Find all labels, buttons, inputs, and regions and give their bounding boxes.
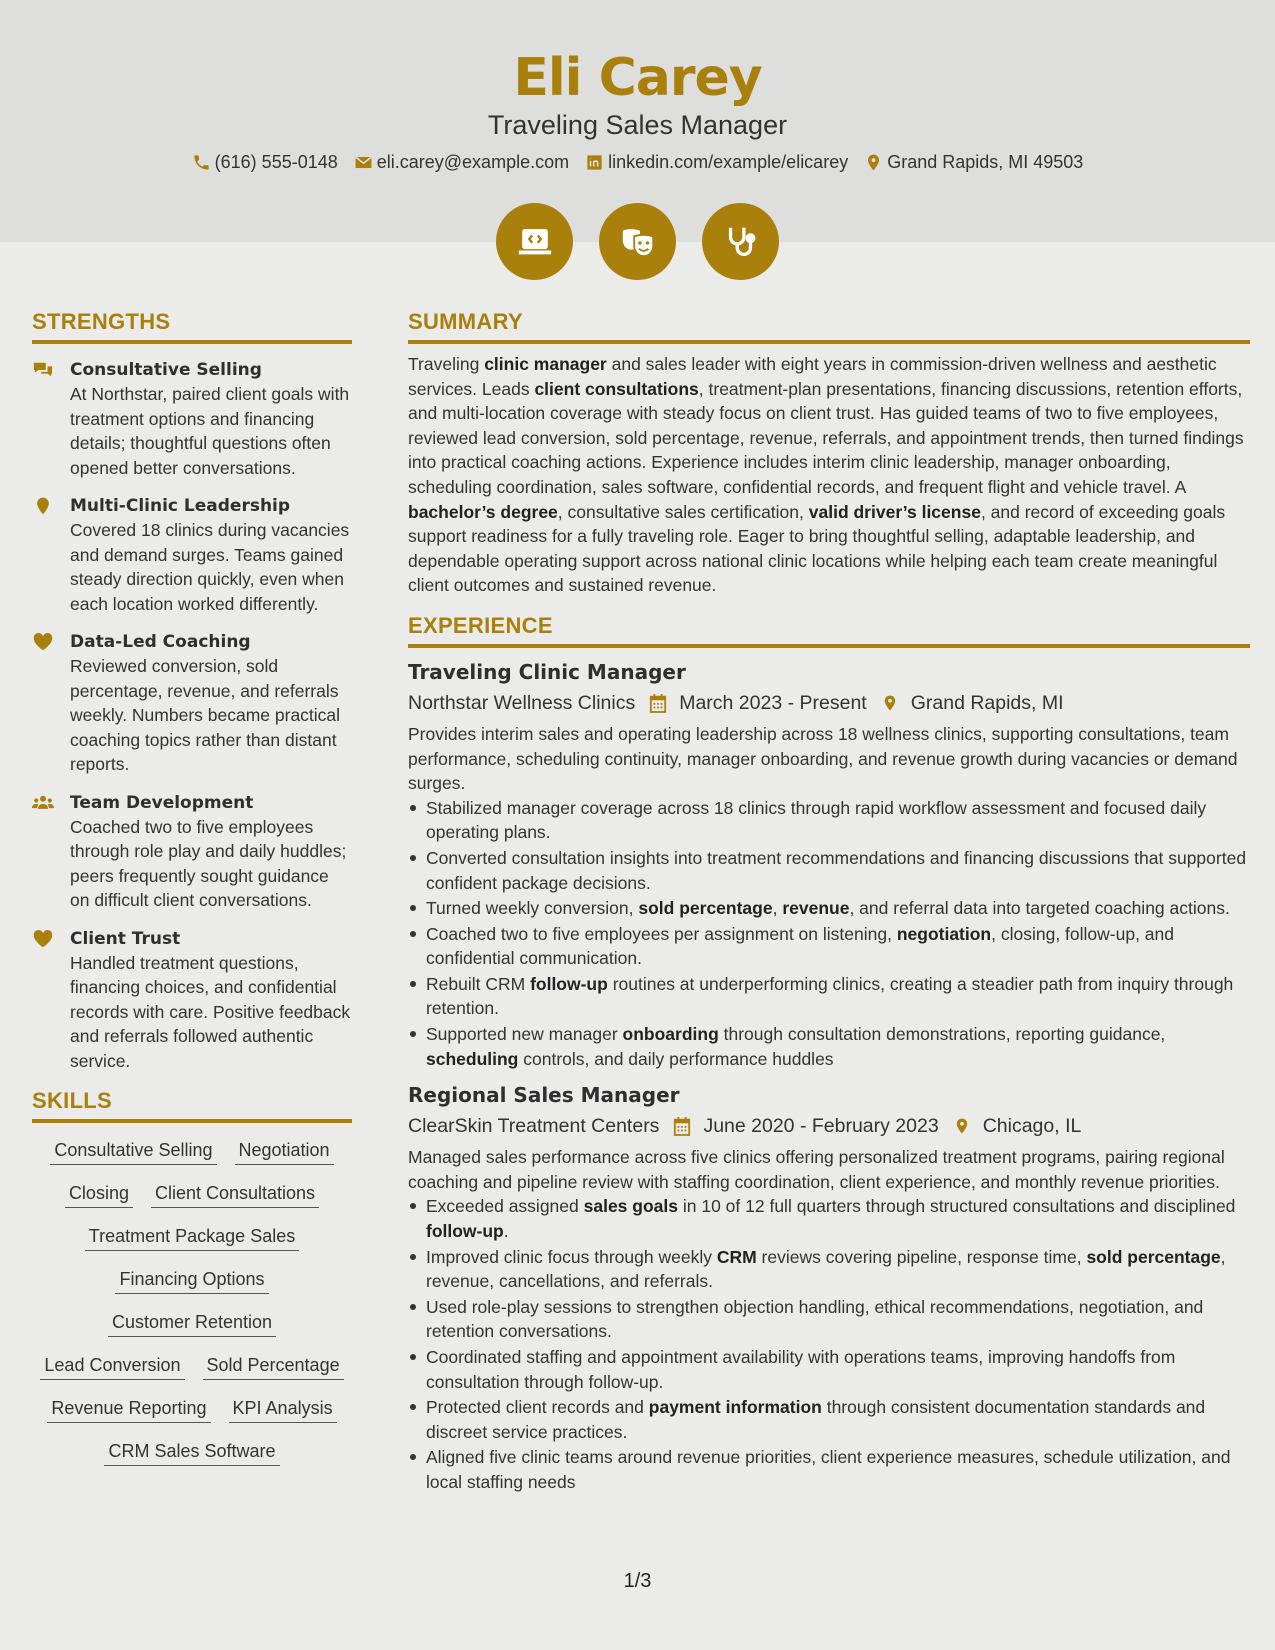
bold-text: bachelor’s degree bbox=[408, 501, 558, 522]
text-run: Exceeded assigned bbox=[426, 1196, 584, 1217]
text-run: routines at underperforming clinics, creating a steadier path from inquiry through retention. bbox=[426, 973, 1234, 1019]
bullet-item bbox=[426, 1194, 1250, 1243]
text-run: , treatment-plan presentations, financing discussions, retention efforts, and multi-location coverage with steady focus on client trust. Has guided teams of two to five employees, reviewed lead conversion, sold percentage, revenue, referrals, and appointment trends, then turned findings into practical coaching actions. Experience includes interim clinic leadership, manager onboarding, scheduling coordination, sales software, confidential records, and frequent flight and vehicle travel. A bbox=[408, 378, 1244, 497]
skill-tag: Sold Percentage bbox=[203, 1352, 344, 1380]
heart-icon bbox=[32, 630, 70, 777]
bold-text: follow-up bbox=[530, 973, 608, 994]
bullet-item bbox=[426, 896, 1250, 921]
strength-desc: Handled treatment questions, financing choices, and confidential records with care. Positive feedback and referrals followed authentic service. bbox=[70, 952, 351, 1071]
bullet-item bbox=[426, 1295, 1250, 1344]
interest-badges bbox=[0, 203, 1275, 280]
job-entry bbox=[408, 1081, 1250, 1494]
bold-text: clinic manager bbox=[484, 354, 607, 374]
phone-text: (616) 555-0148 bbox=[214, 152, 338, 172]
text-run: through consistent documentation standards and discreet service practices. bbox=[426, 1397, 1206, 1442]
bullet-item bbox=[426, 972, 1250, 1021]
bullet-item bbox=[426, 922, 1250, 971]
candidate-title: Traveling Sales Manager bbox=[487, 110, 788, 140]
job-company: ClearSkin Treatment Centers bbox=[408, 1115, 660, 1138]
laptop-code-icon bbox=[496, 203, 573, 280]
strength-item bbox=[32, 358, 352, 480]
strength-body bbox=[70, 791, 352, 913]
text-run: , bbox=[772, 898, 783, 919]
bold-text: sold percentage bbox=[638, 898, 773, 919]
bullet-item bbox=[426, 846, 1250, 895]
right-column bbox=[408, 308, 1250, 1496]
bold-text: sold percentage bbox=[1086, 1246, 1221, 1267]
bullet-item bbox=[426, 796, 1250, 845]
strengths-heading: STRENGTHS bbox=[32, 308, 352, 344]
bullet-item bbox=[426, 1022, 1250, 1071]
text-run: Coordinated staffing and appointment availability with operations teams, improving handoffs from consultation through follow-up. bbox=[426, 1347, 1176, 1392]
skill-tag: Lead Conversion bbox=[40, 1352, 184, 1380]
text-run: Converted consultation insights into treatment recommendations and financing discussions that supported confident package decisions. bbox=[426, 847, 1247, 893]
job-title: Regional Sales Manager bbox=[408, 1083, 680, 1108]
calendar-icon bbox=[649, 693, 667, 713]
skill-tag: CRM Sales Software bbox=[104, 1438, 279, 1466]
strength-body bbox=[70, 927, 352, 1074]
left-column bbox=[32, 308, 352, 1481]
strength-title: Data-Led Coaching bbox=[70, 632, 251, 652]
strength-title: Multi-Clinic Leadership bbox=[70, 496, 291, 516]
job-meta bbox=[408, 688, 1250, 718]
bold-text: scheduling bbox=[426, 1048, 519, 1069]
bullet-item bbox=[426, 1245, 1250, 1294]
stethoscope-icon bbox=[702, 203, 779, 280]
text-run: controls, and daily performance huddles bbox=[518, 1048, 834, 1069]
map-pin-icon bbox=[864, 153, 883, 172]
text-run: Coached two to five employees per assignment on listening, bbox=[426, 923, 897, 944]
strength-item bbox=[32, 927, 352, 1074]
skill-row bbox=[32, 1309, 352, 1337]
skill-tag: KPI Analysis bbox=[229, 1395, 337, 1423]
strength-body bbox=[70, 358, 352, 480]
experience-heading: EXPERIENCE bbox=[408, 612, 1250, 648]
contact-location[interactable] bbox=[864, 152, 1083, 173]
map-pin-icon bbox=[32, 494, 70, 616]
job-dates: March 2023 - Present bbox=[679, 691, 867, 714]
bullet-item bbox=[426, 1395, 1250, 1444]
skill-tag: Financing Options bbox=[115, 1266, 268, 1294]
skill-tag: Negotiation bbox=[235, 1137, 334, 1165]
text-run: Protected client records and bbox=[426, 1397, 649, 1418]
text-run: , and record of exceeding goals support readiness for a fully traveling role. Eager to bring thoughtful selling, adaptable leadership, and dependable operating support across national clinic locations while helping each team create meaningful client outcomes and sustained revenue. bbox=[408, 501, 1226, 596]
calendar-icon bbox=[673, 1116, 691, 1136]
skills-heading: SKILLS bbox=[32, 1087, 352, 1123]
bullet-item bbox=[426, 1445, 1250, 1494]
email-text: eli.carey@example.com bbox=[376, 152, 570, 172]
text-run: , revenue, cancellations, and referrals. bbox=[426, 1246, 1226, 1292]
phone-icon bbox=[192, 153, 211, 172]
job-entry bbox=[408, 658, 1250, 1071]
text-run: , consultative sales certification, bbox=[557, 501, 809, 522]
skill-row bbox=[32, 1438, 352, 1466]
text-run: Traveling bbox=[408, 354, 485, 374]
skill-tag: Closing bbox=[65, 1180, 133, 1208]
strengths-list bbox=[32, 358, 352, 1073]
skill-row bbox=[32, 1352, 352, 1380]
strength-desc: At Northstar, paired client goals with treatment options and financing details; thoughtful questions often opened better conversations. bbox=[70, 384, 350, 478]
experience-list bbox=[408, 658, 1250, 1495]
skills-list bbox=[32, 1137, 352, 1466]
envelope-icon bbox=[354, 153, 373, 172]
skill-tag: Consultative Selling bbox=[50, 1137, 216, 1165]
text-run: Stabilized manager coverage across 18 clinics through rapid workflow assessment and focused daily operating plans. bbox=[426, 797, 1207, 843]
contact-phone[interactable] bbox=[192, 152, 338, 173]
map-pin-icon bbox=[953, 1116, 971, 1136]
strength-item bbox=[32, 791, 352, 913]
users-icon bbox=[32, 791, 70, 913]
bold-text: onboarding bbox=[622, 1024, 719, 1045]
bold-text: client consultations bbox=[534, 378, 699, 399]
job-desc: Managed sales performance across five clinics offering personalized treatment programs, pairing regional coaching and pipeline review with staffing coordination, client experience, and monthly revenue priorities. bbox=[408, 1147, 1225, 1192]
skill-tag: Treatment Package Sales bbox=[85, 1223, 299, 1251]
bold-text: CRM bbox=[716, 1246, 757, 1267]
text-run: . bbox=[503, 1221, 509, 1242]
location-text: Grand Rapids, MI 49503 bbox=[887, 152, 1084, 172]
bold-text: negotiation bbox=[896, 923, 992, 944]
job-bullets bbox=[426, 1194, 1250, 1494]
text-run: through consultation demonstrations, reporting guidance, bbox=[718, 1024, 1166, 1045]
comments-icon bbox=[32, 358, 70, 480]
strength-title: Team Development bbox=[70, 792, 254, 813]
summary-text bbox=[408, 352, 1250, 598]
map-pin-icon bbox=[881, 693, 899, 713]
text-run: in 10 of 12 full quarters through structured consultations and disciplined bbox=[678, 1196, 1236, 1217]
skill-row bbox=[32, 1137, 352, 1165]
bold-text: sales goals bbox=[583, 1196, 678, 1217]
page-number: 1/3 bbox=[623, 1570, 652, 1592]
strength-item bbox=[32, 630, 352, 777]
theater-masks-icon bbox=[599, 203, 676, 280]
job-meta bbox=[408, 1111, 1250, 1141]
skill-tag: Client Consultations bbox=[151, 1180, 319, 1208]
heart-icon bbox=[32, 927, 70, 1074]
text-run: Aligned five clinic teams around revenue priorities, client experience measures, schedule utilization, and local staffing needs bbox=[426, 1447, 1231, 1492]
linkedin-icon bbox=[585, 153, 604, 172]
contact-email[interactable] bbox=[354, 152, 569, 173]
job-location: Grand Rapids, MI bbox=[910, 691, 1064, 714]
text-run: Supported new manager bbox=[426, 1024, 623, 1045]
text-run: , and referral data into targeted coaching actions. bbox=[849, 898, 1230, 919]
bullet-item bbox=[426, 1345, 1250, 1394]
contact-linkedin[interactable] bbox=[585, 152, 848, 173]
skill-row bbox=[32, 1266, 352, 1294]
bold-text: revenue bbox=[782, 898, 850, 919]
strength-desc: Covered 18 clinics during vacancies and demand surges. Teams gained steady direction quickly, even when each location worked differently. bbox=[70, 520, 350, 614]
skill-tag: Revenue Reporting bbox=[47, 1395, 210, 1423]
bold-text: valid driver’s license bbox=[808, 501, 981, 522]
skill-row bbox=[32, 1395, 352, 1423]
strength-title: Consultative Selling bbox=[70, 360, 262, 380]
job-title: Traveling Clinic Manager bbox=[408, 659, 686, 684]
skill-row bbox=[32, 1223, 352, 1251]
text-run: , closing, follow-up, and confidential communication. bbox=[426, 923, 1175, 969]
job-bullets bbox=[426, 796, 1250, 1072]
strength-desc: Coached two to five employees through role play and daily huddles; peers frequently sought guidance on difficult client conversations. bbox=[70, 816, 347, 910]
strength-body bbox=[70, 630, 352, 777]
job-location: Chicago, IL bbox=[982, 1115, 1082, 1138]
text-run: Turned weekly conversion, bbox=[426, 898, 639, 919]
linkedin-text: linkedin.com/example/elicarey bbox=[608, 152, 849, 172]
text-run: reviews covering pipeline, response time, bbox=[756, 1246, 1087, 1267]
candidate-name: Eli Carey bbox=[513, 48, 762, 108]
text-run: Used role-play sessions to strengthen objection handling, ethical recommendations, negotiation, and retention conversations. bbox=[426, 1296, 1204, 1342]
skill-row bbox=[32, 1180, 352, 1208]
bold-text: payment information bbox=[648, 1397, 822, 1418]
bold-text: follow-up bbox=[426, 1221, 504, 1242]
strength-title: Client Trust bbox=[70, 928, 181, 949]
job-dates: June 2020 - February 2023 bbox=[703, 1115, 939, 1138]
strength-item bbox=[32, 494, 352, 616]
summary-heading: SUMMARY bbox=[408, 308, 1250, 344]
strength-body bbox=[70, 494, 352, 616]
contact-bar bbox=[0, 152, 1275, 173]
strength-desc: Reviewed conversion, sold percentage, revenue, and referrals weekly. Numbers became practical coaching topics rather than distant reports. bbox=[70, 656, 341, 774]
text-run: Rebuilt CRM bbox=[426, 973, 531, 994]
job-desc: Provides interim sales and operating leadership across 18 wellness clinics, supporting consultations, team performance, scheduling continuity, manager onboarding, and revenue growth during vacancies or demand surges. bbox=[408, 723, 1238, 794]
skill-tag: Customer Retention bbox=[108, 1309, 276, 1337]
text-run: and sales leader with eight years in commission-driven wellness and aesthetic services. Leads bbox=[408, 354, 1217, 399]
job-company: Northstar Wellness Clinics bbox=[408, 691, 636, 714]
text-run: Improved clinic focus through weekly bbox=[426, 1246, 717, 1267]
